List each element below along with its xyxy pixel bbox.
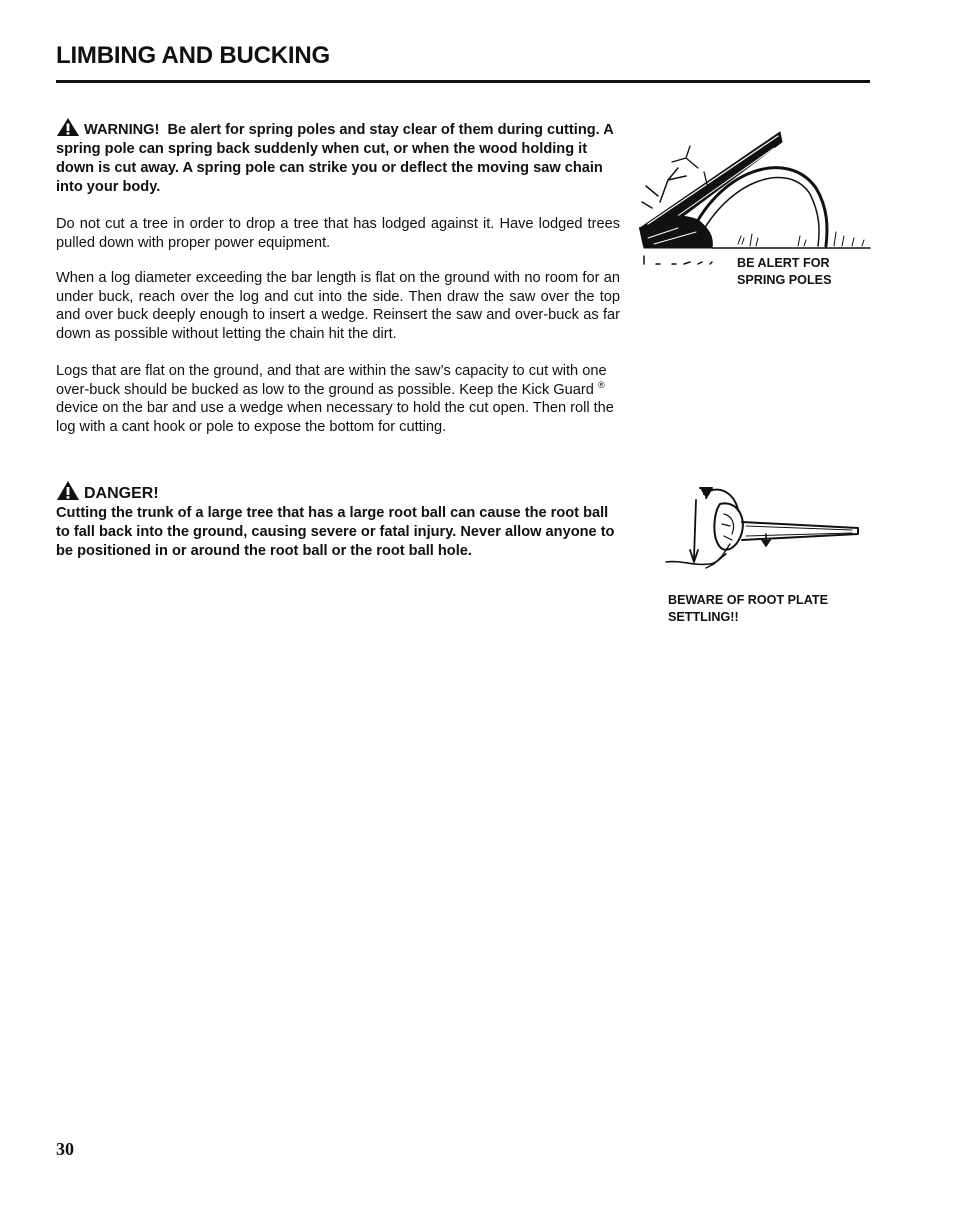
paragraph-over-buck: When a log diameter exceeding the bar length is flat on the ground with no room for an under buck, reach over the log and cut into the side. Then draw the saw over the top and over buck deeply enough to insert a wedge. Reinsert the saw and over-buck as far down as possible without letting the chain hit the dirt. [56,270,620,343]
paragraph-lodged-trees: Do not cut a tree in order to drop a tree that has lodged against it. Have lodged trees pulled down with proper power equipment. [56,216,620,251]
page-title: LIMBING AND BUCKING [56,42,330,69]
root-plate-caption [668,592,828,626]
root-plate-caption-line2: SETTLING!! [668,610,739,624]
spring-pole-caption-line2: SPRING POLES [737,273,832,287]
danger-text: Cutting the trunk of a large tree that has a large root ball can cause the root ball to fall back into the ground, causing severe or fatal injury. Never allow anyone to be positioned in or around the root ball or the root ball hole. [56,505,615,559]
root-plate-caption-line1: BEWARE OF ROOT PLATE [668,593,828,607]
danger-heading [56,480,159,506]
paragraph-flat-logs [56,362,620,437]
warning-text: Be alert for spring poles and stay clear of them during cutting. A spring pole can spring back suddenly when cut, or when the wood holding it down is cut away. A spring pole can strike you or deflect the moving saw chain into your body. [56,122,614,195]
spring-pole-caption [737,255,831,289]
danger-label: DANGER! [84,485,159,502]
warning-triangle-icon [56,117,80,137]
page-number: 30 [56,1139,74,1159]
spring-pole-illustration [638,128,874,270]
warning-label: WARNING! [84,122,160,138]
warning-block [56,117,620,197]
warning-triangle-icon [56,480,80,501]
root-plate-illustration [662,480,862,575]
paragraph-flat-logs-end: device on the bar and use a wedge when necessary to hold the cut open. Then roll the log with a cant hook or pole to expose the bottom for cutting. [56,400,614,436]
title-divider [56,80,870,83]
paragraph-flat-logs-start: Logs that are flat on the ground, and that are within the saw’s capacity to cut with one over-buck should be bucked as low to the ground as possible. Keep the Kick Guard [56,363,607,398]
spring-pole-caption-line1: BE ALERT FOR [737,256,830,270]
registered-mark: ® [597,379,605,390]
